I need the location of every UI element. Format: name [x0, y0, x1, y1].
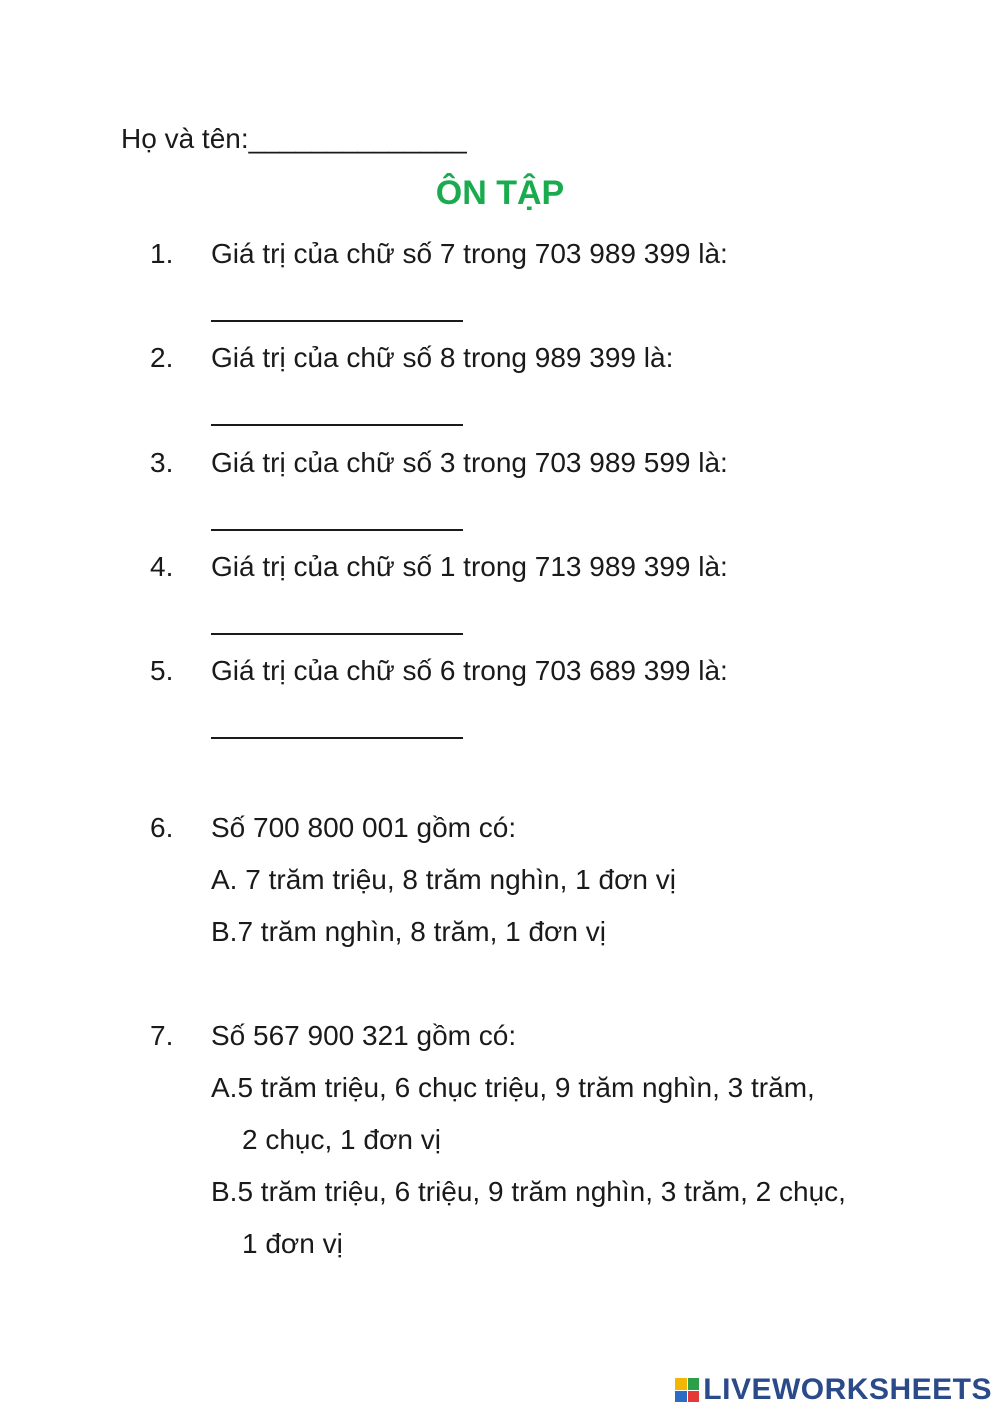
icon-square-4	[688, 1391, 700, 1403]
question-1-number: 1.	[150, 238, 174, 269]
question-3-text: Giá trị của chữ số 3 trong 703 989 599 là:	[211, 447, 728, 478]
question-3-answer-blank[interactable]	[211, 529, 463, 531]
question-5-number: 5.	[150, 655, 174, 686]
question-7-option-a-continued[interactable]: 2 chục, 1 đơn vị	[242, 1124, 441, 1155]
question-6-number: 6.	[150, 812, 174, 843]
icon-square-1	[675, 1378, 687, 1390]
question-2-text: Giá trị của chữ số 8 trong 989 399 là:	[211, 342, 674, 373]
worksheet-title: ÔN TẬP	[435, 174, 565, 212]
question-7-option-b[interactable]: B.5 trăm triệu, 6 triệu, 9 trăm nghìn, 3 trăm, 2 chục,	[211, 1176, 846, 1207]
question-7-number: 7.	[150, 1020, 174, 1051]
question-1-answer-blank[interactable]	[211, 320, 463, 322]
liveworksheets-icon	[675, 1378, 699, 1402]
liveworksheets-logo	[675, 1373, 992, 1407]
question-5-answer-blank[interactable]	[211, 737, 463, 739]
liveworksheets-wordmark: LIVEWORKSHEETS	[703, 1373, 992, 1406]
question-4-number: 4.	[150, 551, 174, 582]
question-7-option-a[interactable]: A.5 trăm triệu, 6 chục triệu, 9 trăm nghìn, 3 trăm,	[211, 1072, 815, 1103]
question-4-text: Giá trị của chữ số 1 trong 713 989 399 là:	[211, 551, 728, 582]
name-field-label[interactable]: Họ và tên:______________	[121, 123, 467, 154]
question-3-number: 3.	[150, 447, 174, 478]
question-2-answer-blank[interactable]	[211, 424, 463, 426]
question-6-option-b[interactable]: B.7 trăm nghìn, 8 trăm, 1 đơn vị	[211, 916, 606, 947]
question-7-option-b-continued[interactable]: 1 đơn vị	[242, 1228, 343, 1259]
question-2-number: 2.	[150, 342, 174, 373]
question-6-text: Số 700 800 001 gồm có:	[211, 812, 517, 843]
question-4-answer-blank[interactable]	[211, 633, 463, 635]
question-1-text: Giá trị của chữ số 7 trong 703 989 399 là:	[211, 238, 728, 269]
question-7-text: Số 567 900 321 gồm có:	[211, 1020, 517, 1051]
icon-square-2	[688, 1378, 700, 1390]
question-6-option-a[interactable]: A. 7 trăm triệu, 8 trăm nghìn, 1 đơn vị	[211, 864, 677, 895]
icon-square-3	[675, 1391, 687, 1403]
question-5-text: Giá trị của chữ số 6 trong 703 689 399 là:	[211, 655, 728, 686]
